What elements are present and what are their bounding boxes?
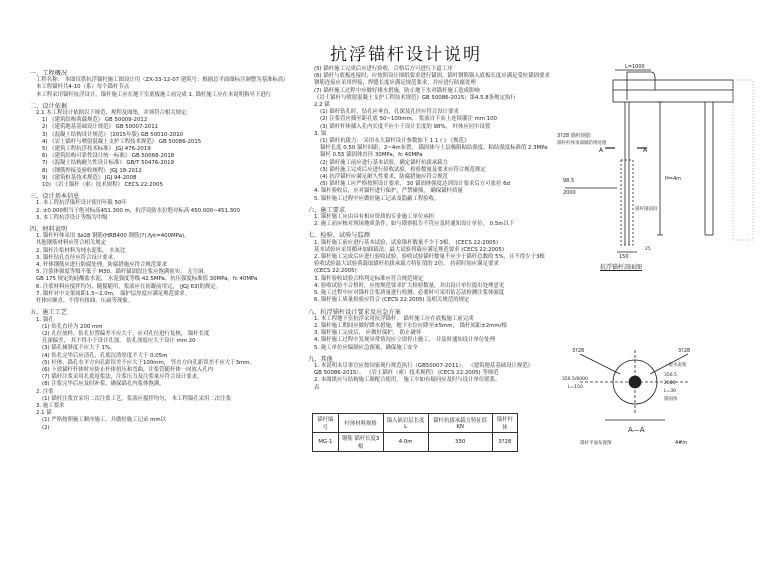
anchor-spec-table	[312, 413, 518, 452]
text-line: 10) 《岩土锚杆（索）技术规程》 CECS 22:2005	[42, 182, 163, 189]
text-line: (7) 锚杆注浆采用孔底返浆法，注浆压力及注浆量应符合设计要求。	[42, 374, 203, 381]
text-line: 1. 本工程抗浮锚杆设计使用年限 50年	[36, 200, 127, 207]
text-line: 6. 锚杆施工质量检验应符合 (CECS 22:2005) 及相关规范的规定	[314, 297, 470, 304]
text-line: 7) 《混凝土结构耐久性设计标准》 GB/T 50476-2019	[42, 160, 174, 167]
section-heading: 八、抗浮锚杆设计要求及应急方案	[308, 308, 401, 316]
text-line: (1) 严格按照施工顺序施工，并做好施工记录 mm以	[42, 417, 166, 424]
text-line: (3) 锚杆杆体插入孔内长度不应小于设计长度的 98%， 杆体应居中设置	[320, 123, 491, 130]
section-heading: 二、设计依据	[30, 102, 68, 110]
section-left-label: 356.5/6000	[562, 377, 588, 382]
text-line: 5) 《建筑工程抗浮技术标准》 JGJ 476-2019	[42, 146, 151, 153]
text-line: (3) 锚杆施工完成后应进行验收试验，检验数量及要求应符合规范规定	[320, 166, 486, 173]
anchor-section-drawing	[560, 340, 720, 450]
grout-body	[621, 160, 633, 245]
plan-caption: 锚杆平面布置图	[580, 441, 612, 446]
text-line: (2) 锚杆施工前应进行基本试验，确定锚杆抗拔承载力	[320, 159, 448, 166]
page-title: 抗浮锚杆设计说明	[330, 45, 482, 65]
section-right-label: 3?28	[678, 348, 691, 354]
text-line: 5. 注浆体强度等级不低于 M30，锚杆锚固段注浆应饱满密实， 无空洞。	[36, 269, 209, 276]
text-line: 6. 注浆材料应搅拌均匀，随搅随用，浆液应在初凝前用完， (JGJ 63)的规定。	[36, 283, 222, 290]
left-column-text	[30, 66, 300, 432]
text-line: 4. 杆体钢筋应进行防腐处理，防腐措施应符合规范要求	[36, 262, 167, 269]
text-line: (4) 钻孔完毕后应清孔，孔底沉渣厚度不大于 0.05m	[42, 352, 168, 359]
section-caption: A—A	[628, 426, 645, 434]
section-dim-1: 356.5	[664, 373, 677, 378]
text-line: 6) 《建筑结构可靠性设计统一标准》 GB 50068-2018	[42, 153, 175, 160]
bar-note-label: 锚杆杆体顶部做防锈处理	[557, 141, 607, 146]
slab-outline	[613, 80, 733, 102]
text-line: 钢筋连接应采用焊接，焊缝长度应满足规范要求，并应进行防腐处理	[314, 80, 476, 87]
text-line: 5. 施工过程中应对锚杆注浆质量进行检测，必要时可采用钻芯法检测注浆体强度	[314, 290, 505, 297]
text-line: 5. 施工单位应编制应急预案，确保施工安全	[314, 344, 418, 351]
section-heading: 六、施工要求	[308, 206, 346, 214]
text-line: 8) 《钢筋焊接及验收规程》 JGJ 18-2012	[42, 167, 142, 174]
text-line: 5. 锚杆施工过程中应做好施工记录及隐蔽工程验收。	[314, 195, 440, 202]
text-line: 验收试验最大试验荷载取锚杆抗拔承载力特征值的 2倍， 持荷时间应满足要求	[314, 261, 499, 268]
text-line: (8) 注浆完毕后应及时补浆，确保锚孔内浆体饱满。	[42, 381, 165, 388]
plan-caption-2: 4#m	[675, 440, 688, 446]
section-heading: 七、检验、试验与监测	[308, 232, 370, 240]
text-line: 2. 锚杆注浆材料为纯水泥浆， 水灰比	[36, 247, 126, 254]
text-line: (6) 锚杆与底板连接时，应按照设计图纸要求进行锚固，锚杆钢筋锚入底板长度应满足受拉锚固要求	[314, 73, 550, 80]
text-line: 2. 本图纸应与结构施工图配合使用， 施工中如有疑问应及时与设计单位联系。	[314, 377, 501, 384]
text-line: (5) 杆体，锚孔水平方向孔距误差不应大于100mm， 竖直方向孔距误差不应大于3mm。	[42, 359, 255, 366]
text-line: (2) 注浆管应插至距孔底 50~100mm， 浆液自下而上连续灌注 mm 100	[320, 116, 497, 123]
section-mark-right: A	[643, 147, 648, 154]
base-dim-label: 150	[619, 254, 629, 260]
text-line: 2. 锚杆施工期间应做好降水措施，地下水位应降至±5mm， 锚杆间距±2mm/根	[314, 322, 507, 329]
text-line: (7) 锚杆施工过程中应做好排水措施，防止地下水对锚杆施工造成影响	[314, 87, 480, 94]
text-line: 1) 《建筑结构荷载规范》 GB 50009-2012	[42, 117, 148, 124]
text-line: 表	[314, 384, 320, 391]
level-label: 98.5	[563, 178, 575, 184]
text-line: 2.2 锚	[314, 102, 330, 109]
table-cell: MG-1	[313, 433, 339, 452]
text-line: 1. 锚杆施工前应进行基本试验，试验锚杆数量不少于3根， (CECS 22:2005)	[314, 239, 499, 246]
text-line: 3. 本工程抗浮设计等级为甲级	[36, 214, 108, 221]
text-line: (5) 锚杆施工完成后应进行验收，合格后方可进行下道工序	[314, 66, 453, 72]
text-line: 基本试验应采用循环加卸载法，最大试验荷载应满足规范要求 (CECS 22:2005)	[314, 246, 504, 253]
table-header-cell: 锚杆抗拔承载力特征值 KN	[428, 414, 492, 433]
section-dim-4: 锚固体	[664, 397, 678, 402]
text-line: 2. 施工前应核对现场地质条件，如与勘察报告不符应及时通知设计单位， 0.5m以下	[314, 221, 515, 228]
section-left-label-2: L=150	[568, 385, 583, 390]
text-line: 锚杆长度 0.50 锚杆间距，2~4m布置， 锚固体与土层极限粘结强度，粘结强度标准值 2.3MPa	[320, 145, 548, 152]
table-header-row	[313, 414, 518, 433]
text-line: (5) 锚杆施工应严格按照设计要求， 30 锚固体强度达到设计要求后方可张拉 6d	[320, 181, 510, 188]
section-dim-3: L=30	[664, 389, 677, 394]
table-cell: 3?28	[492, 433, 517, 452]
text-line: 1. 锚杆施工应由具有相应资质的专业施工单位承担	[314, 214, 435, 221]
text-line: 3) 《混凝土结构设计规范》 (2015年版) GB 50010-2010	[42, 131, 184, 138]
text-line: 2. 锚杆施工完成后应进行验收试验，验收试验锚杆数量不应少于锚杆总数的 5%，且不得少于3根	[314, 254, 545, 261]
text-line: 3. 施工要求	[36, 402, 65, 409]
base-dim-label-2: 25	[645, 247, 651, 252]
anchor-note: 锚杆锚固段	[635, 207, 658, 212]
section-bar-label: 3?28	[572, 348, 585, 354]
text-line: 4. 验收试验不合格时，应按规范要求扩大检验数量，并由设计单位提出处理意见	[314, 282, 505, 289]
text-line: 1. 锚孔	[36, 316, 54, 323]
height-label: H=4m	[665, 176, 682, 182]
dim-top-label: L=1000	[625, 64, 645, 70]
text-line: (3) 锚孔倾斜度不应大于 1%。	[42, 345, 116, 352]
text-line: 2.1 锚	[36, 410, 52, 417]
text-line: 孔深偏差， 其不得小于设计孔深， 钻孔深度应大于设计 mm 20	[42, 338, 196, 345]
anchor-elevation-drawing	[555, 60, 760, 260]
section-dim-2: 2000	[664, 381, 676, 386]
section-heading: 九、其他	[308, 355, 333, 363]
section-heading: 一、工程概况	[30, 70, 68, 77]
table-header-cell: 杆体材料规格	[338, 414, 383, 433]
text-line: (2)	[42, 424, 50, 431]
text-line: 3. 锚	[314, 130, 327, 137]
text-line: 杆体应顺直，不得有扭曲、压扁等现象。	[36, 298, 134, 305]
text-line: 2. 注浆	[36, 388, 54, 395]
text-line: (1) 钻孔直径为 200 mm	[42, 323, 103, 330]
bent-bar	[627, 72, 655, 100]
text-line: 4) 《岩土锚杆与喷射混凝土支护工程技术规范》 GB 50086-2015	[42, 138, 202, 145]
table-header-cell: 锚杆编号	[313, 414, 339, 433]
text-line: (1) 锚杆注浆宜采用二次注浆工艺，浆液应搅拌均匀， 本工程锚孔采用二次注浆	[42, 395, 231, 402]
text-line: (CECS 22:2005)	[314, 268, 357, 275]
table-header-cell: 锚入嵌岩层长度 L	[383, 414, 428, 433]
text-line: 7. 锚杆对中支架间距1.5~2.0m， 保护层厚度应满足规范要求。	[36, 290, 191, 297]
text-line: 《岩土锚杆与喷射混凝土支护工程技术规范》GB 50086-2015）第4.5.8条规定执行	[314, 94, 516, 101]
text-line: (4) 抗浮锚杆应满足耐久性要求，防腐措施应符合规范	[320, 174, 448, 181]
table-header-cell: 锚杆杆体	[492, 414, 517, 433]
table-cell: 钢筋 锚杆长度3根	[338, 433, 383, 452]
text-line: GB 175 规定的硅酸盐水泥， 水泥强度等级 42.5MPa，抗压强度标准值 30MPa，fc 40MPa	[36, 276, 258, 283]
text-line: 3. 锚杆施工完成后， 应做好保护， 防止破坏	[314, 330, 422, 337]
section-heading: 三、设计基本信息	[30, 193, 80, 201]
text-line: 3. 锚杆钻孔直径应符合设计要求。	[36, 254, 119, 261]
text-line: 本工程锚杆共4-10（系）每个锚杆节点	[36, 84, 130, 91]
text-line: 工程名称： 本图仅供抗浮锚杆施工图设计用（ZX-33-12-07 建筑号：根据总平面图标注调整为基准标高）	[36, 77, 289, 84]
text-line: (2) 孔位放样，钻孔位置偏差不应大于，应对孔位进行复核， 锚杆长度	[42, 330, 210, 337]
table-cell: 4.0m	[383, 433, 428, 452]
text-line: 9) 《建筑桩基技术规范》 JGJ 94-2008	[42, 174, 137, 181]
text-line: 2.1 本工程设计依据以下规范、规程及图集，并须符合相关规定：	[36, 110, 192, 117]
section-heading: 四、材料说明	[30, 226, 68, 234]
section-right-note: 一般水泥浆	[664, 363, 687, 368]
text-line: 1. 本工程地下室抗浮采用抗浮锚杆， 锚杆施工应在底板施工前完成	[314, 315, 474, 322]
text-line: 3. 锚杆验收试验合格判定标准应符合规范规定	[314, 275, 424, 282]
text-line: 锚杆 0.55 锚固体直径 30MPa，fc 40MPa	[320, 152, 423, 159]
text-line: 1. 本说明未尽事宜应按国家现行规范执行（GB50007-2011）， 《建筑地基基础设计规范》	[314, 362, 534, 369]
text-line: 4. 锚杆验收后，应对锚杆进行保护，严禁碰撞， 确保锚杆质量	[314, 188, 463, 195]
text-line: (1) 锚杆钻孔时，钻孔应垂直，孔深及孔径应符合设计要求	[320, 109, 459, 116]
table-cell: 330	[428, 433, 492, 452]
elevation-caption: 抗浮锚杆剖面图	[600, 264, 643, 271]
text-line: 其他钢筋材料应符合相关规定	[36, 240, 107, 247]
text-line: GB 50086-2015）， 《岩土锚杆（索）技术规程》 (CECS 22:2005) 等规范	[314, 370, 499, 377]
bar-spec-label: 3?28 锚杆钢筋	[557, 133, 591, 139]
level-label-2: 2000	[563, 190, 576, 196]
section-heading: 五、施工工艺	[30, 309, 68, 317]
section-mark-left: A	[599, 147, 604, 154]
text-line: (1) 锚杆抗拔力： 采用永久锚杆设计参数如下 1.1 ( ) 《规范》	[320, 138, 470, 145]
text-line: (6) 下放锚杆杆体时应防止杆体扭压和弯曲，注浆管随杆体一同放入孔内	[42, 366, 214, 373]
text-line: 2. ±0.000相当于绝对标高451.300 m，抗浮设防水位绝对标高 450.000~451.300	[36, 207, 240, 214]
middle-column-text	[308, 66, 558, 392]
text-line: 1. 锚杆杆体采用 3⌀28 钢筋(HRB400 钢筋(?),fyk=400MPa)。	[36, 233, 190, 240]
text-line: 2) 《建筑地基基础设计规范》 GB 50007-2011	[42, 124, 159, 131]
text-line: 4. 锚杆施工过程中发现异常情况应立即停止施工， 并及时通知设计单位处理	[314, 337, 496, 344]
text-line: 本工程采用锚杆抗浮设计，锚杆施工应在地下室底板施工前完成 1. 锚杆施工应在本说明指导下进行	[36, 91, 271, 98]
table-row	[313, 433, 518, 452]
